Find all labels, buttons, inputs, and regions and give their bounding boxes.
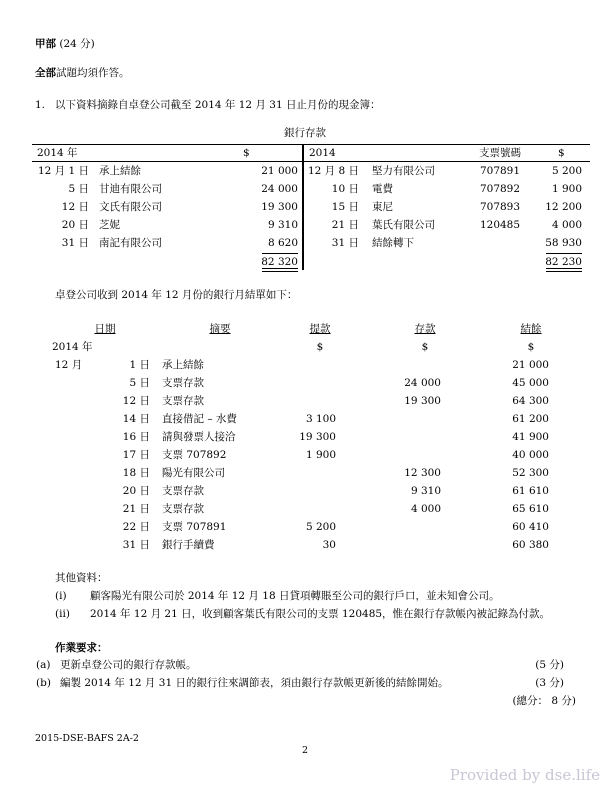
credit-date: 10 日 [331, 183, 359, 195]
requirement-label: (b) [36, 677, 51, 689]
cashbook-header-rule [32, 161, 590, 162]
requirement-text: 更新卓登公司的銀行存款帳。 [60, 659, 197, 671]
credit-desc: 電費 [372, 183, 393, 195]
credit-cheque: 707892 [479, 183, 521, 195]
statement-withdrawal: 30 [322, 539, 336, 551]
other-info-label: (i) [55, 590, 67, 602]
statement-desc: 支票存款 [162, 395, 204, 407]
requirements-title: 作業要求： [55, 642, 108, 654]
statement-desc: 支票存款 [162, 377, 204, 389]
debit-desc: 甘迪有限公司 [99, 183, 162, 195]
instruction-rest: 試題均須作答。 [56, 67, 130, 79]
debit-amount: 24 000 [261, 183, 298, 195]
credit-cheque: 707891 [479, 165, 521, 177]
debit-date: 12 月 1 日 [37, 165, 89, 177]
cashbook-top-rule [32, 144, 590, 145]
statement-withdrawal: 19 300 [299, 431, 336, 443]
credit-total-rule-top [546, 253, 582, 254]
credit-amount: 4 000 [551, 219, 582, 231]
requirement-label: (a) [36, 659, 51, 671]
debit-desc: 文氏有限公司 [99, 201, 162, 213]
statement-day: 20 日 [122, 485, 150, 497]
statement-header-date: 日期 [94, 323, 116, 335]
statement-day: 17 日 [122, 449, 150, 461]
footer-code: 2015-DSE-BAFS 2A-2 [35, 733, 139, 744]
debit-total-double-rule [262, 268, 298, 272]
credit-total-double-rule [546, 268, 582, 272]
debit-desc: 芝妮 [99, 219, 120, 231]
cashbook-credit-total: 82 230 [545, 256, 582, 268]
debit-date: 31 日 [61, 237, 89, 249]
statement-day: 21 日 [122, 503, 150, 515]
statement-day: 12 日 [122, 395, 150, 407]
credit-amount: 58 930 [545, 237, 582, 249]
credit-amount: 1 900 [551, 183, 582, 195]
statement-balance: 40 000 [512, 449, 549, 461]
section-title: 甲部 [35, 38, 56, 50]
cashbook-credit-currency: $ [558, 147, 565, 159]
cashbook-title: 銀行存款 [284, 127, 326, 139]
statement-header-balance: 結餘 [520, 323, 542, 335]
cashbook-credit-year: 2014 [309, 147, 336, 159]
statement-header-desc: 摘要 [209, 323, 231, 335]
statement-deposit: 12 300 [404, 467, 441, 479]
credit-date: 21 日 [331, 219, 359, 231]
statement-balance: 61 200 [512, 413, 549, 425]
requirement-marks: (5 分) [535, 659, 564, 671]
debit-amount: 21 000 [261, 165, 298, 177]
statement-desc: 直接借記 – 水費 [162, 413, 237, 425]
credit-desc: 葉氏有限公司 [372, 219, 435, 231]
statement-month: 12 月 [55, 359, 83, 371]
debit-amount: 9 310 [267, 219, 298, 231]
statement-balance: 61 610 [512, 485, 549, 497]
section-marks: (24 分) [59, 38, 95, 50]
question-number: 1. [35, 99, 46, 111]
statement-deposit: 9 310 [410, 485, 441, 497]
statement-deposit: 19 300 [404, 395, 441, 407]
other-info-label: (ii) [55, 608, 70, 620]
page-number: 2 [301, 745, 309, 756]
statement-header-withdrawal: 提款 [309, 323, 331, 335]
statement-desc: 請與發票人接洽 [162, 431, 236, 443]
cashbook-debit-currency: $ [243, 147, 250, 159]
statement-header-deposit: 存款 [414, 323, 436, 335]
statement-day: 31 日 [122, 539, 150, 551]
statement-balance: 52 300 [512, 467, 549, 479]
statement-day: 14 日 [122, 413, 150, 425]
statement-withdrawal: 5 200 [305, 521, 336, 533]
requirements-total: (總分： 8 分) [512, 695, 576, 707]
statement-balance: 60 380 [512, 539, 549, 551]
statement-day: 16 日 [122, 431, 150, 443]
statement-currency-balance: $ [527, 341, 535, 353]
credit-amount: 12 200 [545, 201, 582, 213]
other-info-title: 其他資料： [55, 572, 108, 584]
section-heading [35, 38, 95, 51]
debit-amount: 8 620 [267, 237, 298, 249]
other-info-text: 2014 年 12 月 21 日，收到顧客葉氏有限公司的支票 120485，惟在銀行存款帳內被記錄為付款。 [90, 608, 551, 620]
credit-amount: 5 200 [551, 165, 582, 177]
statement-day: 5 日 [129, 377, 150, 389]
credit-date: 12 月 8 日 [307, 165, 359, 177]
instruction [35, 67, 130, 80]
debit-amount: 19 300 [261, 201, 298, 213]
statement-balance: 45 000 [512, 377, 549, 389]
debit-date: 5 日 [68, 183, 89, 195]
statement-deposit: 4 000 [410, 503, 441, 515]
statement-balance: 60 410 [512, 521, 549, 533]
debit-date: 20 日 [61, 219, 89, 231]
statement-currency-withdrawal: $ [316, 341, 324, 353]
statement-withdrawal: 3 100 [305, 413, 336, 425]
statement-balance: 21 000 [512, 359, 549, 371]
requirement-marks: (3 分) [535, 677, 564, 689]
statement-desc: 承上結餘 [162, 359, 204, 371]
credit-desc: 東尼 [372, 201, 393, 213]
statement-desc: 銀行手續費 [162, 539, 215, 551]
credit-date: 15 日 [331, 201, 359, 213]
cashbook-cheque-header: 支票號碼 [479, 147, 521, 159]
statement-desc: 支票存款 [162, 503, 204, 515]
debit-desc: 南記有限公司 [99, 237, 162, 249]
statement-year: 2014 年 [52, 341, 93, 353]
statement-day: 1 日 [129, 359, 150, 371]
debit-total-rule-top [262, 253, 298, 254]
statement-day: 18 日 [122, 467, 150, 479]
credit-desc: 結餘轉下 [372, 237, 414, 249]
cashbook-debit-year: 2014 年 [37, 147, 78, 159]
requirement-text: 編製 2014 年 12 月 31 日的銀行往來調節表，須由銀行存款帳更新後的結餘開始。 [60, 677, 449, 689]
credit-desc: 堅力有限公司 [372, 165, 435, 177]
statement-deposit: 24 000 [404, 377, 441, 389]
cashbook-debit-total: 82 320 [261, 256, 298, 268]
statement-balance: 65 610 [512, 503, 549, 515]
debit-date: 12 日 [61, 201, 89, 213]
statement-desc: 支票 707892 [162, 449, 227, 461]
watermark: Provided by dse.life [449, 766, 600, 784]
credit-cheque: 120485 [479, 219, 521, 231]
credit-date: 31 日 [331, 237, 359, 249]
other-info-text: 顧客陽光有限公司於 2014 年 12 月 18 日貸項轉賬至公司的銀行戶口，並未知會公司。 [90, 590, 500, 602]
statement-desc: 陽光有限公司 [162, 467, 225, 479]
credit-cheque: 707893 [479, 201, 521, 213]
statement-balance: 64 300 [512, 395, 549, 407]
debit-desc: 承上結餘 [99, 165, 141, 177]
statement-withdrawal: 1 900 [305, 449, 336, 461]
statement-balance: 41 900 [512, 431, 549, 443]
question-text: 以下資料摘錄自卓登公司截至 2014 年 12 月 31 日止月份的現金簿： [55, 99, 381, 111]
statement-currency-deposit: $ [421, 341, 429, 353]
statement-desc: 支票存款 [162, 485, 204, 497]
statement-desc: 支票 707891 [162, 521, 227, 533]
instruction-bold: 全部 [35, 67, 56, 79]
statement-day: 22 日 [122, 521, 150, 533]
statement-intro: 卓登公司收到 2014 年 12 月份的銀行月結單如下： [55, 289, 298, 301]
